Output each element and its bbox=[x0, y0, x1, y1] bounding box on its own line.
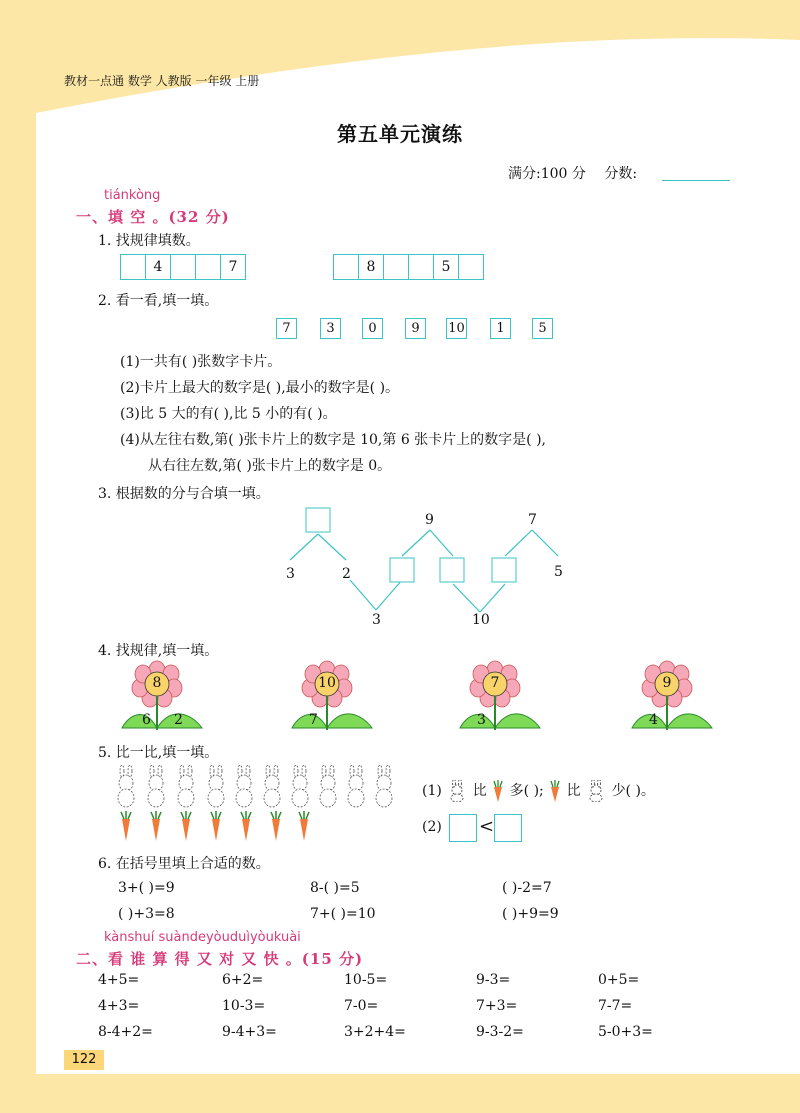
page-number: 122 bbox=[64, 1050, 104, 1070]
flower-right-leaf: 2 bbox=[174, 712, 183, 728]
q5-label: 5. 比一比,填一填。 bbox=[98, 745, 219, 761]
q2-label: 2. 看一看,填一填。 bbox=[98, 293, 219, 309]
rabbit-icon bbox=[236, 765, 252, 807]
calc-item: 4+3= bbox=[98, 998, 140, 1014]
bottom-band bbox=[0, 1074, 800, 1113]
calc-item: 7-7= bbox=[598, 998, 633, 1014]
q5-part1 bbox=[422, 780, 655, 802]
calc-item: 5-0+3= bbox=[598, 1024, 653, 1040]
calc-item: 6+2= bbox=[222, 972, 264, 988]
calc-item: 9-4+3= bbox=[222, 1024, 277, 1040]
answer-box[interactable] bbox=[449, 814, 477, 842]
bond-number: 10 bbox=[472, 612, 490, 628]
number-card: 5 bbox=[532, 318, 553, 339]
section2-title: 二、看 谁 算 得 又 对 又 快 。(15 分) bbox=[76, 950, 364, 968]
fill-equation: ( )+9=9 bbox=[502, 906, 559, 922]
flower-center: 8 bbox=[152, 675, 162, 691]
rabbit-icon bbox=[348, 765, 364, 807]
carrot-icon bbox=[211, 811, 221, 841]
q1-cell[interactable] bbox=[334, 255, 359, 279]
fill-equation: 3+( )=9 bbox=[118, 880, 175, 896]
q1-cell[interactable] bbox=[384, 255, 409, 279]
q1-cell[interactable] bbox=[171, 255, 196, 279]
q1-label: 1. 找规律填数。 bbox=[98, 233, 200, 249]
answer-box[interactable] bbox=[494, 814, 522, 842]
carrot-icon bbox=[241, 811, 251, 841]
q1-cell: 5 bbox=[434, 255, 459, 279]
flower-left-leaf: 6 bbox=[142, 712, 151, 728]
calc-item: 8-4+2= bbox=[98, 1024, 153, 1040]
rabbit-icon bbox=[208, 765, 224, 807]
carrot-icon bbox=[121, 811, 131, 841]
calc-item: 10-5= bbox=[344, 972, 388, 988]
q5-p1-less: 少( )。 bbox=[611, 783, 655, 799]
q1-cell: 7 bbox=[228, 259, 238, 275]
answer-box[interactable] bbox=[390, 558, 414, 582]
number-card: 0 bbox=[362, 318, 383, 339]
flower bbox=[630, 660, 720, 732]
flower bbox=[458, 660, 548, 732]
q1-row1 bbox=[120, 254, 246, 280]
calc-item: 3+2+4= bbox=[344, 1024, 406, 1040]
bond-number: 5 bbox=[554, 564, 563, 580]
rabbit-icon bbox=[264, 765, 280, 807]
q5-p1-more: 多( ); bbox=[509, 783, 544, 799]
rabbit-icon bbox=[376, 765, 392, 807]
section1-pinyin: tiánkòng bbox=[104, 188, 161, 203]
flower-center: 10 bbox=[318, 675, 336, 691]
flower-left-leaf: 7 bbox=[309, 712, 318, 728]
q1-cell[interactable] bbox=[459, 255, 483, 279]
rabbit-icon bbox=[585, 780, 607, 802]
bond-number: 3 bbox=[372, 612, 381, 628]
q1-cell[interactable] bbox=[121, 255, 146, 279]
q1-row2 bbox=[333, 254, 484, 280]
q1-cell: 4 bbox=[146, 255, 171, 279]
flower bbox=[120, 660, 210, 732]
carrot-icon bbox=[271, 811, 281, 841]
q6-label: 6. 在括号里填上合适的数。 bbox=[98, 856, 270, 872]
rabbit-icon bbox=[178, 765, 194, 807]
q5-p1-prefix: (1) bbox=[422, 783, 442, 799]
fill-equation: ( )-2=7 bbox=[502, 880, 552, 896]
carrot-icon bbox=[299, 811, 309, 841]
top-band bbox=[0, 0, 800, 120]
fill-equation: ( )+3=8 bbox=[118, 906, 175, 922]
carrot-icon bbox=[491, 780, 505, 802]
bond-number: 9 bbox=[425, 512, 434, 528]
number-card: 9 bbox=[405, 318, 426, 339]
full-score: 满分:100 分 bbox=[508, 166, 586, 182]
page-title: 第五单元演练 bbox=[337, 122, 463, 146]
fill-equation: 7+( )=10 bbox=[310, 906, 376, 922]
q4-label: 4. 找规律,填一填。 bbox=[98, 643, 219, 659]
number-card: 7 bbox=[276, 318, 297, 339]
q2-sub3: (3)比 5 大的有( ),比 5 小的有( )。 bbox=[120, 406, 337, 422]
score-blank[interactable] bbox=[662, 180, 730, 181]
flower-center: 7 bbox=[490, 675, 500, 691]
calc-item: 4+5= bbox=[98, 972, 140, 988]
bond-number: 7 bbox=[528, 512, 537, 528]
rabbit-icon bbox=[446, 780, 468, 802]
rabbit-icon bbox=[292, 765, 308, 807]
fill-equation: 8-( )=5 bbox=[310, 880, 360, 896]
score-label: 分数: bbox=[604, 166, 638, 182]
number-card: 1 bbox=[490, 318, 511, 339]
q2-sub1: (1)一共有( )张数字卡片。 bbox=[120, 354, 282, 370]
calc-item: 7-0= bbox=[344, 998, 379, 1014]
flower-left-leaf: 4 bbox=[649, 712, 658, 728]
answer-box[interactable] bbox=[306, 508, 330, 532]
calc-item: 10-3= bbox=[222, 998, 266, 1014]
rabbit-icon bbox=[320, 765, 336, 807]
q5-p2-label: (2) bbox=[422, 819, 442, 835]
calc-item: 9-3-2= bbox=[476, 1024, 524, 1040]
less-than-sign: < bbox=[479, 816, 495, 837]
carrot-icon bbox=[548, 780, 562, 802]
answer-box[interactable] bbox=[492, 558, 516, 582]
carrot-icon bbox=[151, 811, 161, 841]
flower-left-leaf: 3 bbox=[477, 712, 486, 728]
calc-item: 9-3= bbox=[476, 972, 511, 988]
side-band bbox=[0, 0, 36, 1113]
q1-cell[interactable] bbox=[196, 255, 221, 279]
bond-number: 2 bbox=[342, 566, 351, 582]
q5-p1-compare-word2: 比 bbox=[566, 783, 581, 799]
calc-item: 7+3= bbox=[476, 998, 518, 1014]
rabbit-icon bbox=[118, 765, 134, 807]
q2-sub2: (2)卡片上最大的数字是( ),最小的数字是( )。 bbox=[120, 380, 400, 396]
flower-center: 9 bbox=[662, 675, 672, 691]
number-card: 10 bbox=[446, 318, 467, 339]
q2-sub5: 从右往左数,第( )张卡片上的数字是 0。 bbox=[148, 458, 392, 474]
score-area bbox=[508, 163, 637, 183]
bond-number: 3 bbox=[286, 566, 295, 582]
section2-pinyin: kànshuí suàndeyòuduìyòukuài bbox=[104, 930, 301, 945]
q1-cell[interactable] bbox=[409, 255, 434, 279]
rabbit-icon bbox=[148, 765, 164, 807]
answer-box[interactable] bbox=[440, 558, 464, 582]
number-card: 3 bbox=[320, 318, 341, 339]
q3-label: 3. 根据数的分与合填一填。 bbox=[98, 486, 270, 502]
rabbits-carrots-illustration bbox=[112, 765, 402, 845]
carrot-icon bbox=[181, 811, 191, 841]
q1-cell: 8 bbox=[359, 255, 384, 279]
calc-item: 0+5= bbox=[598, 972, 640, 988]
q2-sub4: (4)从左往右数,第( )张卡片上的数字是 10,第 6 张卡片上的数字是( ), bbox=[120, 432, 547, 448]
section1-title: 一、填 空 。(32 分) bbox=[76, 208, 230, 226]
flower bbox=[290, 660, 380, 732]
book-header: 教材一点通 数学 人教版 一年级 上册 bbox=[64, 74, 260, 88]
q5-p1-compare-word: 比 bbox=[472, 783, 487, 799]
